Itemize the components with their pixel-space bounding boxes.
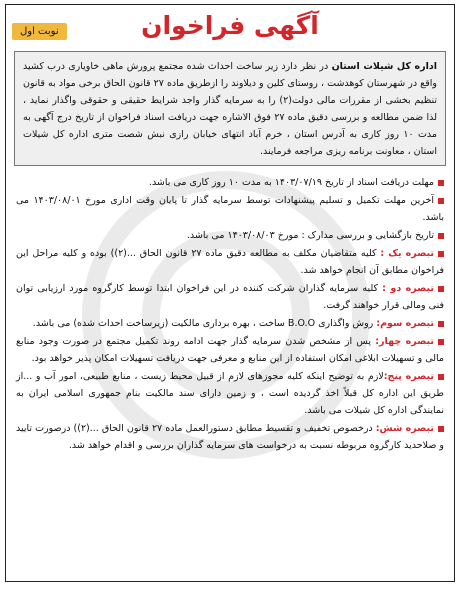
bullet-square-icon (438, 233, 444, 239)
list-item: تبصره پنج:لازم به توضیح اینکه کلیه مجوزهای لازم از قبیل محیط زیست ، منابع طبیعی، امور آب و ...از طریق این اداره کل قبلاً اخذ گردیده است ، و زمین دارای سند مالکیت بنام جمهوری اسلامی ایران به نمایندگی اداره کل شیلات می باشد. (16, 371, 444, 416)
intro-box (14, 51, 446, 166)
bullet-square-icon (438, 251, 444, 257)
list-item: تبصره چهار: پس از مشخص شدن سرمایه گذار جهت ادامه روند تکمیل مجتمع در صورت وجود منابع مالی و تسهیلات ابلاغی امکان استفاده از این منابع و معرفی جهت دریافت تسهیلات امکان پذیر خواهد بود. (16, 336, 444, 364)
list-item: آخرین مهلت تکمیل و تسلیم پیشنهادات توسط سرمایه گذار تا پایان وقت اداری مورخ ۱۴۰۳/۰۸/۰۱ می باشد. (16, 195, 444, 223)
bullet-square-icon (438, 426, 444, 432)
header (6, 5, 454, 51)
list-item: مهلت دریافت اسناد از تاریخ ۱۴۰۳/۰۷/۱۹ به مدت ۱۰ روز کاری می باشد. (16, 174, 444, 191)
bullet-square-icon (438, 180, 444, 186)
bullet-square-icon (438, 374, 444, 380)
bullet-square-icon (438, 321, 444, 327)
list-item: تبصره شش: درخصوص تخفیف و تقسیط مطابق دستورالعمل ماده ۲۷ قانون الحاق ...(۲)) درصورت تایید و صلاحدید کارگروه مربوطه نسبت به درخواست های سرمایه گذاران بررسی و اقدام خواهد شد. (16, 423, 444, 451)
announcement-page (5, 4, 455, 582)
intro-text: در نظر دارد زیر ساخت احداث شده مجتمع پرورش ماهی خاویاری درب کشید واقع در شهرستان کوهدشت ، روستای کلین و دیلاوند را ازطریق ماده ۲۷ قانون الحاق برخی مواد به قانون تنظیم بخشی از مقررات مالی دولت(۲) را به سرمایه گذار واجد شرایط حقیقی و حقوقی واگذار نماید ، لذا ضمن مطالعه و بررسی دقیق ماده ۲۷ فوق الاشاره جهت دریافت اسناد فراخوان از تاریخ درج آگهی به مدت ۱۰ روز کاری به آدرس استان ، خرم آباد انتهای خیابان رازی نبش شصت متری اداره کل شیلات استان ، معاونت برنامه ریزی مراجعه فرمایند. (23, 61, 438, 157)
page-title: آگهی فراخوان (141, 11, 319, 40)
bullet-square-icon (438, 286, 444, 292)
bullet-square-icon (438, 339, 444, 345)
list-item: تبصره یک : کلیه متقاضیان مکلف به مطالعه دقیق ماده ۲۷ قانون الحاق ...(۲)) بوده و کلیه مراحل این فراخوان مطابق آن انجام خواهد شد. (16, 248, 444, 276)
list-item: تبصره سوم: روش واگذاری B.O.O ساخت ، بهره برداری مالکیت (زیرساخت احداث شده) می باشد. (16, 315, 444, 332)
bullet-square-icon (438, 198, 444, 204)
list-item: تاریخ بازگشایی و بررسی مدارک : مورخ ۱۴۰۳/۰۸/۰۳ می باشد. (16, 227, 444, 244)
conditions-list (16, 174, 444, 454)
edition-badge: نوبت اول (12, 23, 67, 40)
org-name: اداره کل شیلات استان (331, 61, 437, 72)
list-item: تبصره دو : کلیه سرمایه گذاران شرکت کننده در این فراخوان ابتدا توسط کارگروه مورد ارزیابی توان فنی ومالی قرار خواهند گرفت. (16, 283, 444, 311)
